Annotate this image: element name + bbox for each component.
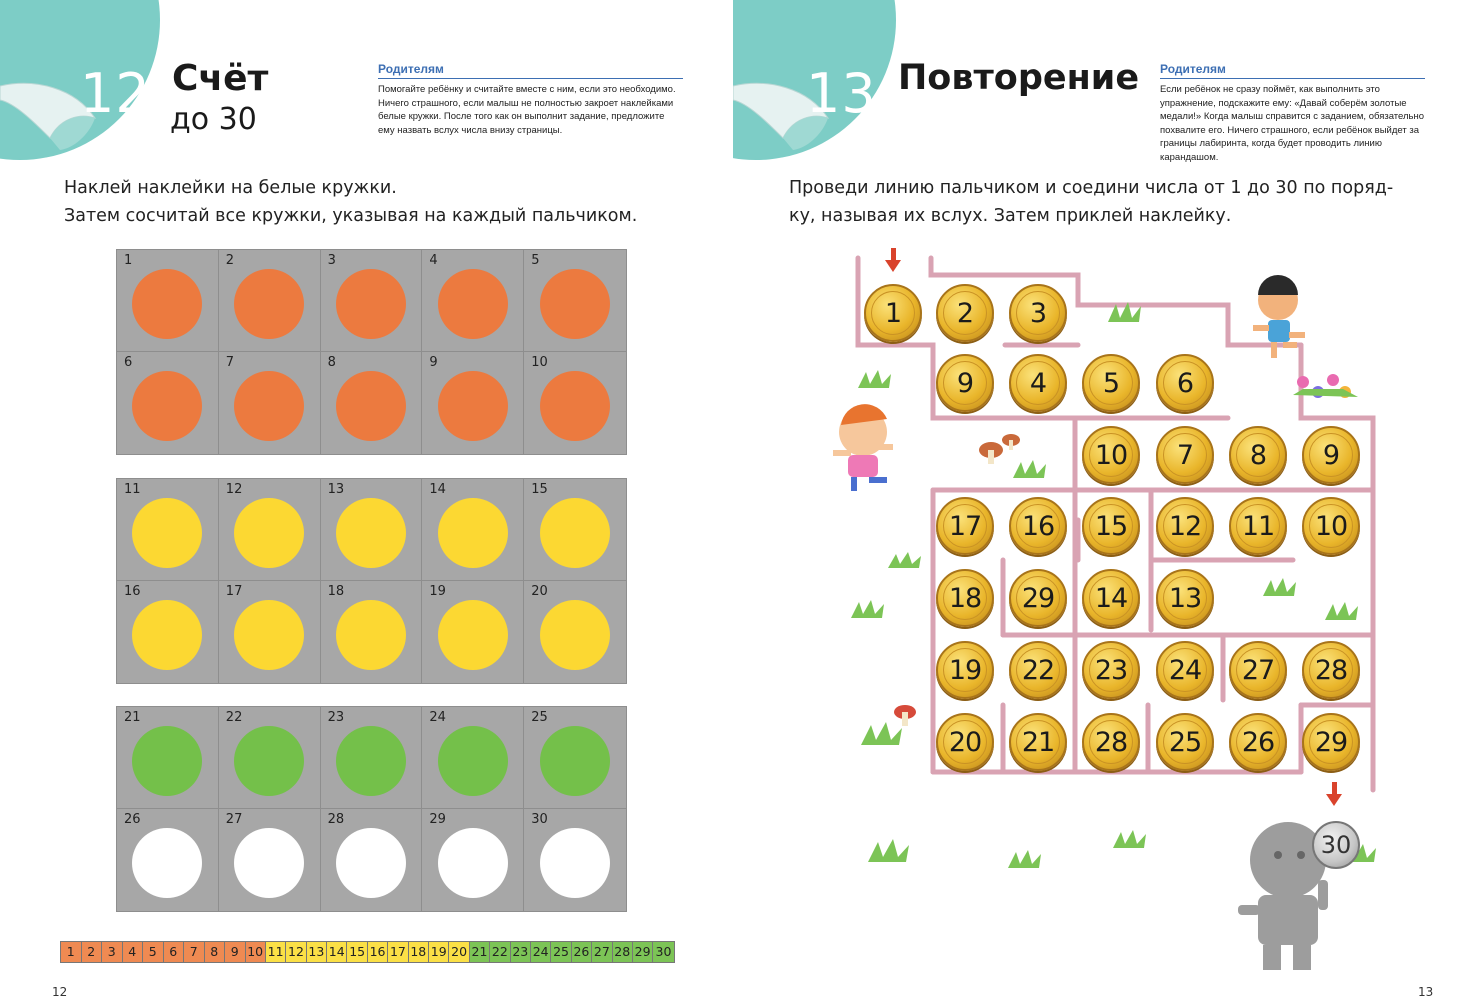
sticker-circle[interactable] xyxy=(336,600,406,670)
sticker-cell xyxy=(524,250,626,352)
cell-number: 17 xyxy=(225,584,243,599)
maze-coin[interactable] xyxy=(1229,641,1287,699)
sticker-cell xyxy=(219,352,321,454)
coin-number: 1 xyxy=(871,291,915,335)
maze-coin[interactable] xyxy=(1302,497,1360,555)
coin-number: 27 xyxy=(1236,648,1280,692)
instruction-line: Затем сосчитай все кружки, указывая на каждый пальчиком. xyxy=(64,206,638,226)
sticker-cell xyxy=(422,479,524,581)
lesson-number: 13 xyxy=(806,62,877,125)
strip-number: 26 xyxy=(572,942,592,962)
coin-number: 16 xyxy=(1016,504,1060,548)
jumping-kid-icon xyxy=(833,404,893,491)
cell-number: 20 xyxy=(531,584,548,599)
lesson-number: 12 xyxy=(80,62,151,125)
strip-number: 5 xyxy=(143,942,164,962)
end-arrow-icon xyxy=(1326,782,1342,806)
sticker-cell xyxy=(117,809,219,911)
sticker-cell xyxy=(321,479,423,581)
sticker-cell xyxy=(219,479,321,581)
maze-coin[interactable] xyxy=(1082,497,1140,555)
sticker-circle[interactable] xyxy=(132,269,202,339)
maze-coin[interactable] xyxy=(1082,426,1140,484)
cell-number: 24 xyxy=(429,710,446,725)
strip-number: 8 xyxy=(205,942,226,962)
strip-number: 23 xyxy=(511,942,531,962)
instruction xyxy=(64,174,637,230)
maze-coin[interactable] xyxy=(1009,354,1067,412)
cell-number: 16 xyxy=(124,584,141,599)
strip-number: 9 xyxy=(225,942,246,962)
strip-number: 16 xyxy=(368,942,388,962)
sticker-cell xyxy=(117,250,219,352)
sticker-circle[interactable] xyxy=(234,269,304,339)
maze-coin[interactable] xyxy=(1009,284,1067,342)
coin-number: 12 xyxy=(1163,504,1207,548)
sticker-circle[interactable] xyxy=(540,600,610,670)
strip-number: 10 xyxy=(246,942,266,962)
sticker-circle[interactable] xyxy=(234,498,304,568)
strip-number: 22 xyxy=(490,942,510,962)
sticker-circle[interactable] xyxy=(438,371,508,441)
sticker-cell xyxy=(321,352,423,454)
cell-number: 26 xyxy=(124,812,141,827)
cell-number: 22 xyxy=(225,710,243,725)
coin-number: 28 xyxy=(1309,648,1353,692)
maze-coin[interactable] xyxy=(936,497,994,555)
strip-number: 21 xyxy=(470,942,490,962)
maze-coin[interactable] xyxy=(1229,497,1287,555)
right-page xyxy=(733,0,1466,1000)
sticker-cell xyxy=(524,352,626,454)
sticker-cell xyxy=(321,809,423,911)
maze-coin[interactable] xyxy=(936,354,994,412)
sticker-cell xyxy=(422,707,524,809)
strip-number: 29 xyxy=(633,942,653,962)
counting-strip xyxy=(60,941,675,963)
cell-number: 2 xyxy=(225,253,235,268)
coin-number: 23 xyxy=(1089,648,1133,692)
sticker-circle[interactable] xyxy=(540,498,610,568)
coin-number: 10 xyxy=(1089,433,1133,477)
sticker-cell xyxy=(219,707,321,809)
strip-number: 17 xyxy=(388,942,408,962)
coin-number: 4 xyxy=(1016,361,1060,405)
sticker-cell xyxy=(219,581,321,683)
strip-number: 15 xyxy=(347,942,367,962)
maze-coin[interactable] xyxy=(1082,569,1140,627)
maze-coin[interactable] xyxy=(1156,713,1214,771)
maze-coin[interactable] xyxy=(1009,569,1067,627)
page-number: 13 xyxy=(1418,985,1434,999)
coin-number: 28 xyxy=(1089,720,1133,764)
instruction-line: ку, называя их вслух. Затем приклей наклейку. xyxy=(789,206,1232,226)
coin-number: 13 xyxy=(1163,576,1207,620)
page-title: Повторение xyxy=(898,58,1140,98)
start-arrow-icon xyxy=(885,248,901,272)
coin-number: 8 xyxy=(1236,433,1280,477)
sticker-cell xyxy=(321,707,423,809)
strip-number: 25 xyxy=(551,942,571,962)
maze-coin[interactable] xyxy=(936,641,994,699)
sticker-cell xyxy=(117,352,219,454)
cell-number: 4 xyxy=(429,253,438,268)
strip-number: 30 xyxy=(653,942,673,962)
cell-number: 14 xyxy=(429,482,446,497)
cell-number: 29 xyxy=(429,812,446,827)
sticker-cell xyxy=(524,707,626,809)
empty-sticker-circle[interactable] xyxy=(438,828,508,898)
strip-number: 7 xyxy=(184,942,205,962)
cell-number: 25 xyxy=(531,710,548,725)
sticker-grid-1-10 xyxy=(116,249,627,455)
coin-number: 24 xyxy=(1163,648,1207,692)
coin-number: 21 xyxy=(1016,720,1060,764)
maze-coin[interactable] xyxy=(1229,713,1287,771)
sticker-circle[interactable] xyxy=(336,371,406,441)
instruction-line: Проведи линию пальчиком и соедини числа от 1 до 30 по поряд- xyxy=(789,178,1394,198)
flowers-icon xyxy=(1293,374,1358,398)
strip-number: 19 xyxy=(429,942,449,962)
cell-number: 8 xyxy=(327,355,336,370)
cell-number: 18 xyxy=(327,584,345,599)
coin-number: 15 xyxy=(1089,504,1133,548)
cell-number: 11 xyxy=(124,482,141,497)
cell-number: 3 xyxy=(327,253,336,268)
maze-coin[interactable] xyxy=(1009,497,1067,555)
maze-coin[interactable] xyxy=(1156,354,1214,412)
sticker-circle[interactable] xyxy=(132,371,202,441)
cell-number: 21 xyxy=(124,710,141,725)
coin-number: 22 xyxy=(1016,648,1060,692)
sticker-cell xyxy=(117,707,219,809)
cell-number: 12 xyxy=(225,482,243,497)
cell-number: 1 xyxy=(124,253,133,268)
strip-number: 6 xyxy=(164,942,185,962)
cell-number: 13 xyxy=(327,482,345,497)
coin-number: 18 xyxy=(943,576,987,620)
coin-number: 7 xyxy=(1163,433,1207,477)
maze-coin[interactable] xyxy=(1009,713,1067,771)
coin-number: 14 xyxy=(1089,576,1133,620)
sticker-cell xyxy=(321,581,423,683)
sticker-circle[interactable] xyxy=(336,498,406,568)
parents-heading: Родителям xyxy=(378,62,683,79)
parents-text: Если ребёнок не сразу поймёт, как выполнить это упражнение, подскажите ему: «Давай соберём золотые медали!» Когда малыш справится с заданием, обязательно похвалите его. Ничего страшного, если ребёнок выйдет за границы лабиринта, когда будет проводить линию карандашом. xyxy=(1160,84,1425,163)
maze-coin[interactable] xyxy=(1302,713,1360,771)
strip-number: 27 xyxy=(592,942,612,962)
coin-number: 29 xyxy=(1016,576,1060,620)
maze-coin[interactable] xyxy=(1302,641,1360,699)
cell-number: 6 xyxy=(124,355,133,370)
sticker-circle[interactable] xyxy=(336,269,406,339)
maze-coin[interactable] xyxy=(1082,641,1140,699)
cell-number: 5 xyxy=(531,253,540,268)
sticker-circle[interactable] xyxy=(540,269,610,339)
sticker-circle[interactable] xyxy=(234,600,304,670)
parents-note xyxy=(378,62,683,137)
strip-number: 28 xyxy=(613,942,633,962)
maze-coin[interactable] xyxy=(936,713,994,771)
sticker-cell xyxy=(422,809,524,911)
maze-coin[interactable] xyxy=(1082,713,1140,771)
sticker-circle[interactable] xyxy=(132,600,202,670)
sticker-cell xyxy=(524,809,626,911)
sticker-cell xyxy=(422,581,524,683)
coin-number: 9 xyxy=(943,361,987,405)
maze-coin[interactable] xyxy=(936,284,994,342)
cell-number: 7 xyxy=(225,355,235,370)
maze-coin[interactable] xyxy=(1156,569,1214,627)
cell-number: 19 xyxy=(429,584,446,599)
maze-coin[interactable] xyxy=(936,569,994,627)
empty-sticker-circle[interactable] xyxy=(336,828,406,898)
sticker-circle[interactable] xyxy=(540,726,610,796)
parents-heading: Родителям xyxy=(1160,62,1425,79)
coin-number: 10 xyxy=(1309,504,1353,548)
sticker-circle[interactable] xyxy=(132,726,202,796)
sticker-cell xyxy=(524,581,626,683)
coin-number: 26 xyxy=(1236,720,1280,764)
maze-coin[interactable] xyxy=(1156,641,1214,699)
strip-number: 13 xyxy=(307,942,327,962)
cell-number: 27 xyxy=(225,812,243,827)
coin-number: 19 xyxy=(943,648,987,692)
sticker-circle[interactable] xyxy=(540,371,610,441)
coin-number: 5 xyxy=(1089,361,1133,405)
coin-number: 17 xyxy=(943,504,987,548)
strip-number: 20 xyxy=(449,942,469,962)
strip-number: 3 xyxy=(102,942,123,962)
sticker-grid-11-20 xyxy=(116,478,627,684)
parents-text: Помогайте ребёнку и считайте вместе с ним, если это необходимо. Ничего страшного, если малыш не полностью закроет наклейками белые кружки. После того как он выполнит задание, предложите ему назвать вслух числа внизу страницы. xyxy=(378,84,676,136)
sticker-circle[interactable] xyxy=(438,600,508,670)
sticker-cell xyxy=(524,479,626,581)
sticker-circle[interactable] xyxy=(234,371,304,441)
strip-number: 24 xyxy=(531,942,551,962)
sticker-cell xyxy=(219,809,321,911)
sticker-cell xyxy=(321,250,423,352)
sticker-circle[interactable] xyxy=(438,498,508,568)
coin-number: 29 xyxy=(1309,720,1353,764)
maze-coin[interactable] xyxy=(1229,426,1287,484)
page-title: Счёт xyxy=(172,58,269,99)
coin-number: 6 xyxy=(1163,361,1207,405)
sticker-circle[interactable] xyxy=(132,498,202,568)
coin-number: 11 xyxy=(1236,504,1280,548)
maze-coin[interactable] xyxy=(1156,426,1214,484)
strip-number: 18 xyxy=(409,942,429,962)
coin-number: 20 xyxy=(943,720,987,764)
maze-coin[interactable] xyxy=(864,284,922,342)
coin-number: 9 xyxy=(1309,433,1353,477)
cell-number: 10 xyxy=(531,355,548,370)
empty-sticker-circle[interactable] xyxy=(540,828,610,898)
coin-number: 3 xyxy=(1016,291,1060,335)
sticker-cell xyxy=(422,352,524,454)
strip-number: 2 xyxy=(82,942,103,962)
maze-coin[interactable] xyxy=(1156,497,1214,555)
maze-coin[interactable] xyxy=(1302,426,1360,484)
strip-number: 11 xyxy=(266,942,286,962)
empty-sticker-circle[interactable] xyxy=(132,828,202,898)
empty-sticker-circle[interactable] xyxy=(234,828,304,898)
cell-number: 15 xyxy=(531,482,548,497)
sticker-circle[interactable] xyxy=(336,726,406,796)
maze-coin[interactable] xyxy=(1009,641,1067,699)
strip-number: 1 xyxy=(61,942,82,962)
cell-number: 28 xyxy=(327,812,345,827)
cell-number: 30 xyxy=(531,812,548,827)
coin-number: 25 xyxy=(1163,720,1207,764)
cell-number: 23 xyxy=(327,710,345,725)
sticker-cell xyxy=(117,581,219,683)
medal-30-sticker: 30 xyxy=(1312,821,1360,869)
page-number: 12 xyxy=(52,985,68,999)
sticker-cell xyxy=(219,250,321,352)
strip-number: 12 xyxy=(286,942,306,962)
sticker-cell xyxy=(117,479,219,581)
sticker-circle[interactable] xyxy=(234,726,304,796)
strip-number: 4 xyxy=(123,942,144,962)
instruction-line: Наклей наклейки на белые кружки. xyxy=(64,178,397,198)
page-subtitle: до 30 xyxy=(170,102,257,137)
maze-coin[interactable] xyxy=(1082,354,1140,412)
coin-number: 2 xyxy=(943,291,987,335)
sticker-circle[interactable] xyxy=(438,726,508,796)
cell-number: 9 xyxy=(429,355,438,370)
sticker-circle[interactable] xyxy=(438,269,508,339)
sticker-cell xyxy=(422,250,524,352)
sticker-grid-21-30 xyxy=(116,706,627,912)
strip-number: 14 xyxy=(327,942,347,962)
